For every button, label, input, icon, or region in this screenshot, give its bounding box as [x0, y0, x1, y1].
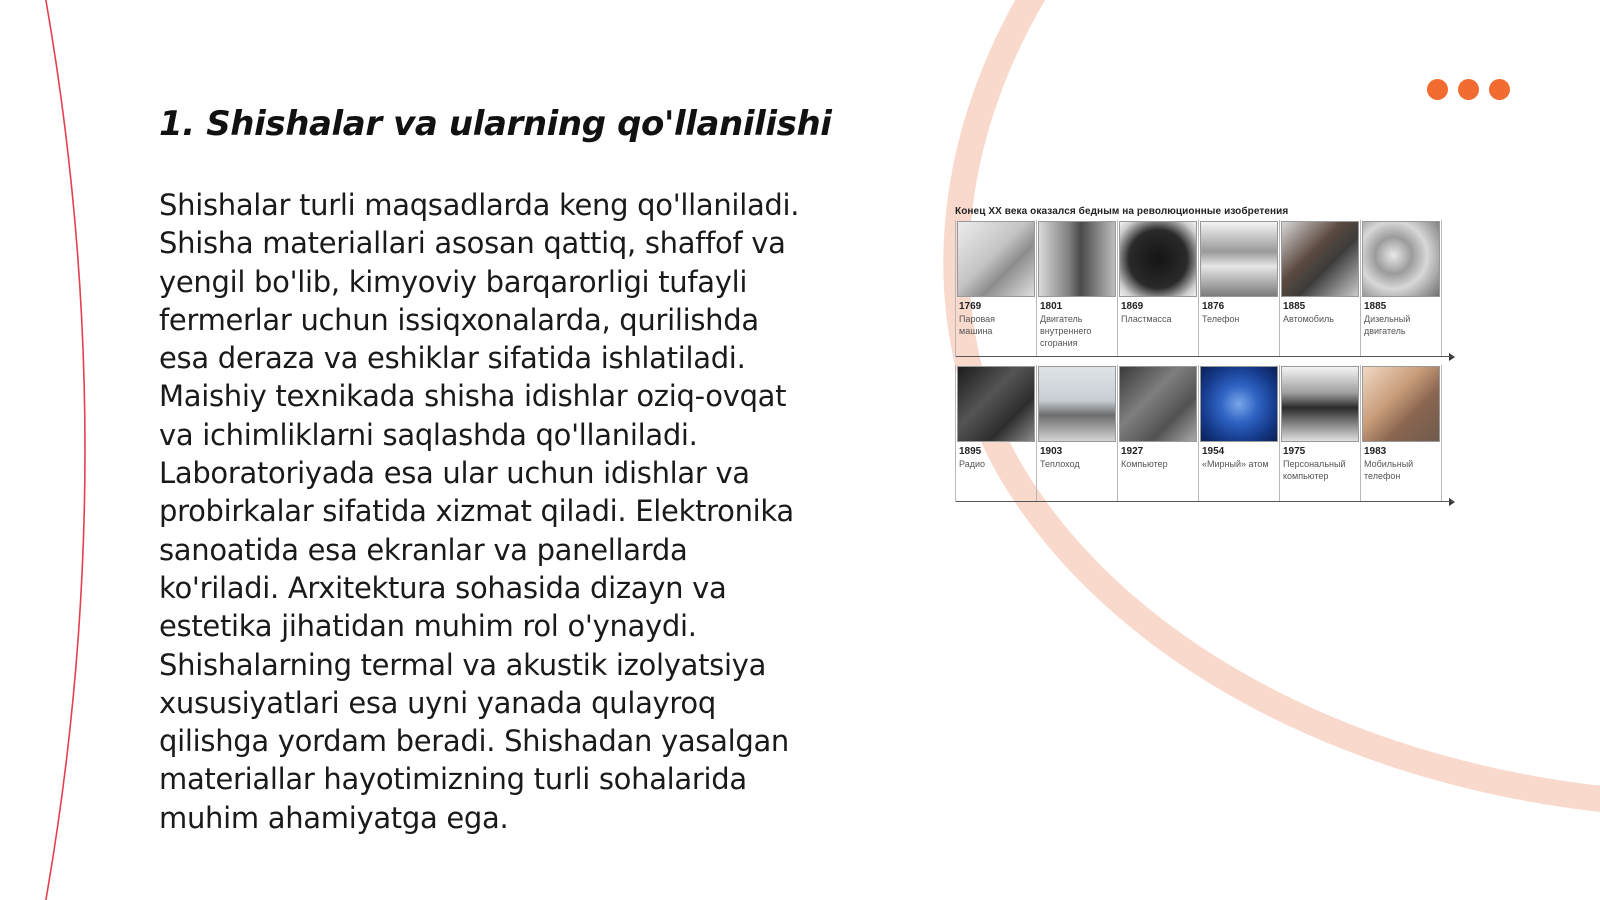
decorative-red-line: [45, 0, 85, 900]
body-line: Shishalarning termal va akustik izolyatsiya: [159, 647, 767, 682]
timeline-label: Теплоход: [1040, 459, 1080, 469]
timeline-cell: [1199, 365, 1280, 502]
body-line: Maishiy texnikada shisha idishlar oziq-ovqat: [159, 379, 787, 414]
arrow-right-icon: [1449, 498, 1455, 506]
body-line: esa deraza va eshiklar sifatida ishlatiladi.: [159, 341, 746, 376]
telephone-image: [1200, 221, 1278, 297]
atom-image: [1200, 366, 1278, 442]
computer-image: [1119, 366, 1197, 442]
timeline-title: Конец XX века оказался бедным на революционные изобретения: [955, 206, 1289, 217]
timeline-cell: [1118, 365, 1199, 502]
timeline-year: 1927: [1121, 446, 1144, 457]
timeline-year: 1869: [1121, 301, 1144, 312]
timeline-cell: [1037, 220, 1118, 357]
slide-body-text: [159, 186, 859, 837]
motor-ship-image: [1038, 366, 1116, 442]
timeline-cell: [1280, 365, 1361, 502]
timeline-year: 1885: [1283, 301, 1306, 312]
body-line: va ichimliklarni saqlashda qo'llaniladi.: [159, 417, 698, 452]
dot-icon: [1427, 79, 1448, 100]
body-line: Laboratoriyada esa ular uchun idishlar va: [159, 456, 750, 491]
timeline-cell: [1037, 365, 1118, 502]
timeline-row: [955, 365, 1447, 502]
body-line: xususiyatlari esa uyni yanada qulayroq: [159, 685, 716, 720]
radio-image: [957, 366, 1035, 442]
body-line: fermerlar uchun issiqxonalarda, qurilishda: [159, 302, 759, 337]
timeline-cell: [1361, 220, 1442, 357]
timeline-year: 1885: [1364, 301, 1387, 312]
timeline-year: 1769: [959, 301, 982, 312]
timeline-label: Паровая машина: [959, 314, 996, 336]
body-line: qilishga yordam beradi. Shishadan yasalgan: [159, 724, 789, 759]
timeline-year: 1876: [1202, 301, 1225, 312]
decorative-dots: [1427, 79, 1510, 100]
body-line: Shisha materiallari asosan qattiq, shaffof va: [159, 226, 786, 261]
mobile-phone-image: [1362, 366, 1440, 442]
timeline-label: Пластмасса: [1121, 314, 1172, 324]
timeline-year: 1903: [1040, 446, 1063, 457]
body-line: probirkalar sifatida xizmat qiladi. Elektronika: [159, 494, 794, 529]
inventions-timeline-image: [955, 204, 1447, 510]
diesel-engine-image: [1362, 221, 1440, 297]
body-line: estetika jihatidan muhim rol o'ynaydi.: [159, 609, 697, 644]
timeline-year: 1975: [1283, 446, 1306, 457]
timeline-year: 1895: [959, 446, 982, 457]
timeline-year: 1983: [1364, 446, 1387, 457]
combustion-engine-image: [1038, 221, 1116, 297]
timeline-label: Телефон: [1202, 314, 1240, 324]
timeline-cell: [1280, 220, 1361, 357]
dot-icon: [1489, 79, 1510, 100]
timeline-year: 1801: [1040, 301, 1063, 312]
body-line: ko'riladi. Arxitektura sohasida dizayn va: [159, 570, 727, 605]
personal-computer-image: [1281, 366, 1359, 442]
timeline-cell: [956, 220, 1037, 357]
timeline-label: «Мирный» атом: [1202, 459, 1269, 469]
automobile-image: [1281, 221, 1359, 297]
body-line: yengil bo'lib, kimyoviy barqarorligi tufayli: [159, 264, 748, 299]
timeline-label: Радио: [959, 459, 985, 469]
body-line: sanoatida esa ekranlar va panellarda: [159, 532, 688, 567]
timeline-year: 1954: [1202, 446, 1225, 457]
timeline-label: Персональный компьютер: [1283, 459, 1346, 481]
timeline-cell: [1118, 220, 1199, 357]
slide-title: 1. Shishalar va ularning qo'llanilishi: [159, 104, 832, 144]
dot-icon: [1458, 79, 1479, 100]
timeline-row: [955, 220, 1447, 357]
body-line: muhim ahamiyatga ega.: [159, 800, 509, 835]
body-line: materiallar hayotimizning turli sohalarida: [159, 762, 747, 797]
plastic-image: [1119, 221, 1197, 297]
arrow-right-icon: [1449, 353, 1455, 361]
timeline-label: Мобильный телефон: [1364, 459, 1414, 481]
timeline-label: Компьютер: [1121, 459, 1168, 469]
timeline-label: Двигатель внутреннего сгорания: [1040, 314, 1092, 348]
timeline-cell: [1361, 365, 1442, 502]
steam-engine-image: [957, 221, 1035, 297]
timeline-label: Дизельный двигатель: [1364, 314, 1411, 336]
timeline-cell: [1199, 220, 1280, 357]
body-line: Shishalar turli maqsadlarda keng qo'llaniladi.: [159, 188, 800, 222]
timeline-cell: [956, 365, 1037, 502]
timeline-label: Автомобиль: [1283, 314, 1334, 324]
